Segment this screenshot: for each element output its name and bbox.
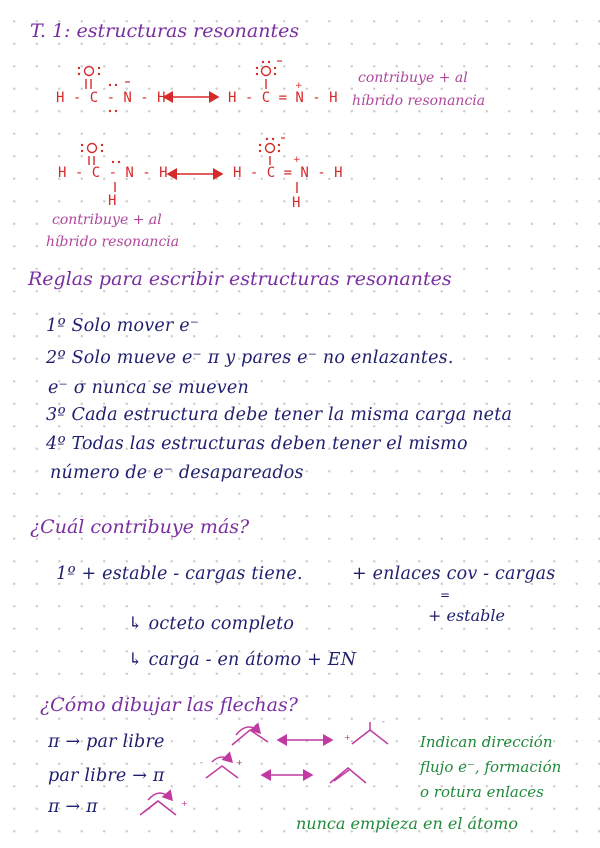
contrib-note-1-line2: híbrido resonancia — [352, 93, 486, 109]
rule-1: 1º Solo mover e⁻ — [46, 316, 200, 336]
arrow-rule-3: π → π — [48, 797, 98, 817]
svg-text:+: + — [181, 799, 188, 808]
contrib-sub-1: ↳ octeto completo — [128, 614, 295, 634]
rule-4: 4º Todas las estructuras deben tener el mismo — [46, 434, 468, 454]
arrow-rule-2: par libre → π — [48, 766, 165, 786]
structure-1-left: H - C - N - H — [56, 90, 166, 106]
contrib-sub-2: ↳ carga - en átomo + EN — [128, 650, 357, 670]
lone-pairs-2-left — [81, 144, 120, 163]
structure-1-right: H - C = N - H — [228, 90, 338, 106]
lone-pairs-1-right — [256, 61, 276, 75]
svg-text:-: - — [200, 758, 203, 767]
contrib-stable: + estable — [428, 606, 505, 625]
contrib-note-2-line2: híbrido resonancia — [46, 234, 180, 250]
arrow-rule-1: π → par libre — [48, 732, 165, 752]
structure-2-left: H - C - N - H — [58, 165, 168, 181]
arrow-note-line-3: o rotura enlaces — [420, 783, 544, 801]
contrib-note-1-line1: contribuye + al — [358, 70, 468, 86]
contrib-line-1a: 1º + estable - cargas tiene. — [56, 564, 303, 584]
structure-2-left-h: H — [108, 193, 117, 209]
minus-charge-1: - — [382, 717, 385, 726]
arrow-example-3 — [140, 793, 176, 815]
arrow-footer: nunca empieza en el átomo — [296, 814, 518, 833]
plus-charge-1: + — [344, 733, 351, 742]
rule-3: 3º Cada estructura debe tener la misma carga neta — [46, 405, 513, 425]
svg-text:+: + — [236, 758, 243, 767]
arrows-heading: ¿Cómo dibujar las flechas? — [40, 694, 298, 716]
svg-text:+: + — [295, 81, 303, 91]
contrib-line-1b: + enlaces cov - cargas — [352, 564, 556, 584]
arrow-note-line-1: Indican dirección — [420, 733, 553, 751]
oxygen-1-left — [85, 67, 94, 90]
contrib-equals: = — [440, 588, 451, 602]
contrib-heading: ¿Cuál contribuye más? — [30, 516, 250, 538]
rule-4-cont: número de e⁻ desapareados — [50, 463, 304, 483]
arrow-example-2 — [206, 757, 366, 783]
arrow-example-1 — [232, 722, 388, 745]
svg-text:+: + — [293, 155, 301, 165]
rule-2: 2º Solo mueve e⁻ π y pares e⁻ no enlazantes. — [46, 348, 454, 368]
contrib-note-2-line1: contribuye + al — [52, 212, 162, 228]
arrow-note-line-2: flujo e⁻, formación — [420, 758, 562, 776]
structure-2-right-h: H — [292, 195, 301, 211]
rule-2-cont: e⁻ σ nunca se mueven — [48, 378, 249, 398]
rules-heading: Reglas para escribir estructuras resonantes — [28, 268, 452, 290]
oxygen-1-right — [262, 67, 271, 90]
structure-2-right: H - C = N - H — [233, 165, 343, 181]
lone-pairs-2-right — [259, 138, 280, 152]
page-title: T. 1: estructuras resonantes — [30, 20, 300, 42]
